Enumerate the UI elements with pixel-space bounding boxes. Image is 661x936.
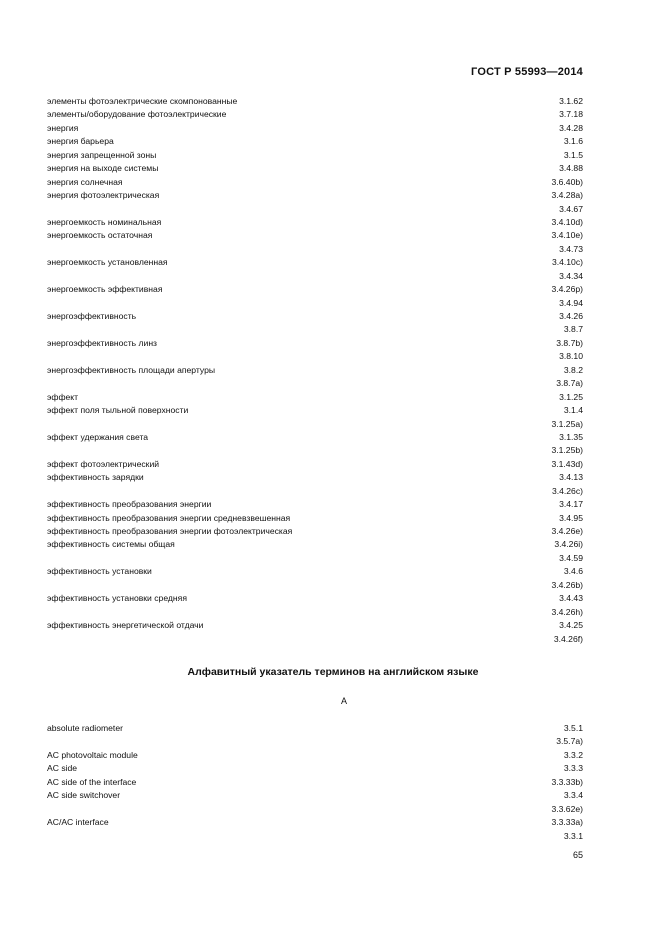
- index-entry: [47, 404, 583, 417]
- index-term: эффект: [47, 391, 79, 402]
- index-entry: [47, 619, 583, 632]
- index-term-code: 3.4.26h): [551, 606, 583, 617]
- index-letter-heading: A: [340, 696, 347, 706]
- index-term: эффективность преобразования энергии: [47, 499, 212, 510]
- index-term-code: 3.4.95: [559, 512, 583, 523]
- index-term-code: 3.4.10c): [551, 257, 583, 268]
- index-entry: [47, 816, 583, 829]
- index-entry: [47, 485, 583, 498]
- index-entry: [47, 592, 583, 605]
- index-entry: [47, 297, 583, 310]
- index-term-code: 3.4.26f): [553, 633, 583, 644]
- index-entry: [47, 803, 583, 816]
- index-term: энергия барьера: [47, 136, 114, 147]
- page-number: 65: [572, 850, 583, 860]
- index-entry: [47, 216, 583, 229]
- index-term: эффективность преобразования энергии фотоэлектрическая: [47, 526, 293, 536]
- index-term-code: 3.1.43d): [551, 458, 583, 469]
- index-term-code: 3.4.28: [559, 122, 583, 133]
- index-term: элементы фотоэлектрические скомпонованные: [47, 96, 238, 106]
- index-term-code: 3.4.43: [559, 593, 583, 604]
- index-entry: [47, 418, 583, 431]
- index-entry: [47, 377, 583, 390]
- index-entry: [47, 431, 583, 444]
- index-term: AC/AC interface: [47, 817, 109, 828]
- index-term-code: 3.1.5: [563, 149, 583, 160]
- index-entry: [47, 538, 583, 551]
- index-term-code: 3.3.1: [563, 830, 583, 841]
- index-entry: [47, 108, 583, 121]
- index-entry: [47, 270, 583, 283]
- index-term: эффективность системы общая: [47, 539, 175, 550]
- index-term-code: 3.3.3: [563, 763, 583, 774]
- index-term-code: 3.4.25: [559, 620, 583, 631]
- index-term: AC side switchover: [47, 790, 121, 801]
- index-entry: [47, 189, 583, 202]
- index-entry: [47, 789, 583, 802]
- index-term: AC photovoltaic module: [47, 749, 138, 760]
- index-entry: [47, 633, 583, 646]
- index-entry: [47, 283, 583, 296]
- index-entry: [47, 243, 583, 256]
- index-term-code: 3.4.6: [563, 566, 583, 577]
- index-entry: [47, 471, 583, 484]
- index-term-code: 3.3.33a): [551, 817, 583, 828]
- index-term: эффективность энергетической отдачи: [47, 620, 204, 631]
- index-term-code: 3.5.7a): [556, 736, 583, 747]
- index-entry: [47, 229, 583, 242]
- index-term: энергия солнечная: [47, 176, 123, 187]
- english-index-title: Алфавитный указатель терминов на английском языке: [187, 666, 479, 678]
- index-term-code: 3.4.73: [559, 243, 583, 254]
- index-entry: [47, 176, 583, 189]
- index-entry: [47, 525, 583, 538]
- index-entry: [47, 498, 583, 511]
- index-term-code: 3.4.26p): [551, 284, 583, 295]
- index-term-code: 3.8.7b): [556, 337, 583, 348]
- index-entry: [47, 830, 583, 843]
- index-entry: [47, 606, 583, 619]
- index-term-code: 3.4.10d): [551, 216, 583, 227]
- index-term: энергия запрещенной зоны: [47, 149, 157, 160]
- index-entry: [47, 203, 583, 216]
- index-term: энергоемкость остаточная: [47, 230, 153, 241]
- index-term: AC side of the interface: [47, 776, 137, 787]
- index-term-code: 3.4.26e): [551, 526, 583, 536]
- index-entry: [47, 749, 583, 762]
- document-header: ГОСТ Р 55993—2014: [471, 66, 583, 78]
- index-term-code: 3.4.13: [559, 472, 583, 483]
- index-term: absolute radiometer: [47, 723, 123, 733]
- index-term-code: 3.8.2: [563, 364, 583, 375]
- index-term: эффективность установки средняя: [47, 593, 187, 604]
- index-term-code: 3.1.25a): [551, 418, 583, 429]
- index-term-code: 3.6.40b): [551, 176, 583, 187]
- index-term: энергоэффективность линз: [47, 337, 158, 348]
- index-term-code: 3.4.26: [559, 311, 583, 321]
- index-term-code: 3.4.59: [559, 552, 583, 563]
- index-entry: [47, 512, 583, 525]
- index-entry: [47, 256, 583, 269]
- index-term: эффективность установки: [47, 566, 152, 577]
- index-term-code: 3.4.26b): [551, 579, 583, 590]
- index-term-code: 3.3.2: [563, 749, 583, 760]
- index-term-code: 3.4.26i): [554, 539, 583, 550]
- index-entry: [47, 722, 583, 735]
- index-entry: [47, 565, 583, 578]
- index-term: энергоемкость установленная: [47, 257, 168, 268]
- index-term-code: 3.8.7a): [556, 378, 583, 389]
- index-entry: [47, 579, 583, 592]
- index-entry: [47, 162, 583, 175]
- index-term-code: 3.1.62: [559, 96, 583, 106]
- index-entry: [47, 391, 583, 404]
- index-term-code: 3.1.6: [563, 136, 583, 147]
- index-term: элементы/оборудование фотоэлектрические: [47, 109, 227, 120]
- index-entry: [47, 350, 583, 363]
- index-term: эффективность зарядки: [47, 472, 144, 483]
- index-term-code: 3.4.94: [559, 297, 583, 308]
- index-entry: [47, 735, 583, 748]
- english-term-index: [47, 722, 583, 843]
- index-term: эффект удержания света: [47, 431, 149, 442]
- index-entry: [47, 95, 583, 108]
- index-entry: [47, 762, 583, 775]
- index-term-code: 3.1.35: [559, 431, 583, 442]
- index-term-code: 3.4.34: [559, 270, 583, 281]
- index-entry: [47, 337, 583, 350]
- index-term: эффект поля тыльной поверхности: [47, 405, 189, 416]
- index-term-code: 3.1.25b): [551, 445, 583, 456]
- index-entry: [47, 149, 583, 162]
- index-term-code: 3.4.26c): [551, 485, 583, 496]
- index-term-code: 3.3.62e): [551, 803, 583, 814]
- index-entry: [47, 310, 583, 323]
- index-term: энергоемкость эффективная: [47, 284, 163, 295]
- index-term-code: 3.4.88: [559, 163, 583, 174]
- index-term-code: 3.4.17: [559, 499, 583, 510]
- index-entry: [47, 552, 583, 565]
- index-term-code: 3.4.67: [559, 203, 583, 214]
- index-entry: [47, 122, 583, 135]
- index-entry: [47, 135, 583, 148]
- index-term-code: 3.5.1: [563, 723, 583, 733]
- index-term: энергоэффективность площади апертуры: [47, 364, 216, 375]
- index-term: AC side: [47, 763, 78, 774]
- index-entry: [47, 458, 583, 471]
- index-term: энергоэффективность: [47, 311, 137, 321]
- index-term-code: 3.1.4: [563, 405, 583, 416]
- index-entry: [47, 776, 583, 789]
- index-term: энергия: [47, 122, 79, 133]
- index-term: энергия фотоэлектрическая: [47, 190, 160, 201]
- index-term: эффект фотоэлектрический: [47, 458, 160, 469]
- index-term-code: 3.8.7: [563, 324, 583, 335]
- index-term-code: 3.8.10: [559, 351, 583, 362]
- index-term-code: 3.7.18: [559, 109, 583, 120]
- index-entry: [47, 323, 583, 336]
- russian-term-index: [47, 95, 583, 646]
- index-term: энергия на выходе системы: [47, 163, 159, 174]
- index-term-code: 3.4.28a): [551, 190, 583, 201]
- index-term-code: 3.4.10e): [551, 230, 583, 241]
- index-term: энергоемкость номинальная: [47, 216, 162, 227]
- index-term-code: 3.3.33b): [551, 776, 583, 787]
- index-entry: [47, 444, 583, 457]
- index-term-code: 3.3.4: [563, 790, 583, 801]
- index-entry: [47, 364, 583, 377]
- index-term: эффективность преобразования энергии средневзвешенная: [47, 512, 291, 523]
- index-term-code: 3.1.25: [559, 391, 583, 402]
